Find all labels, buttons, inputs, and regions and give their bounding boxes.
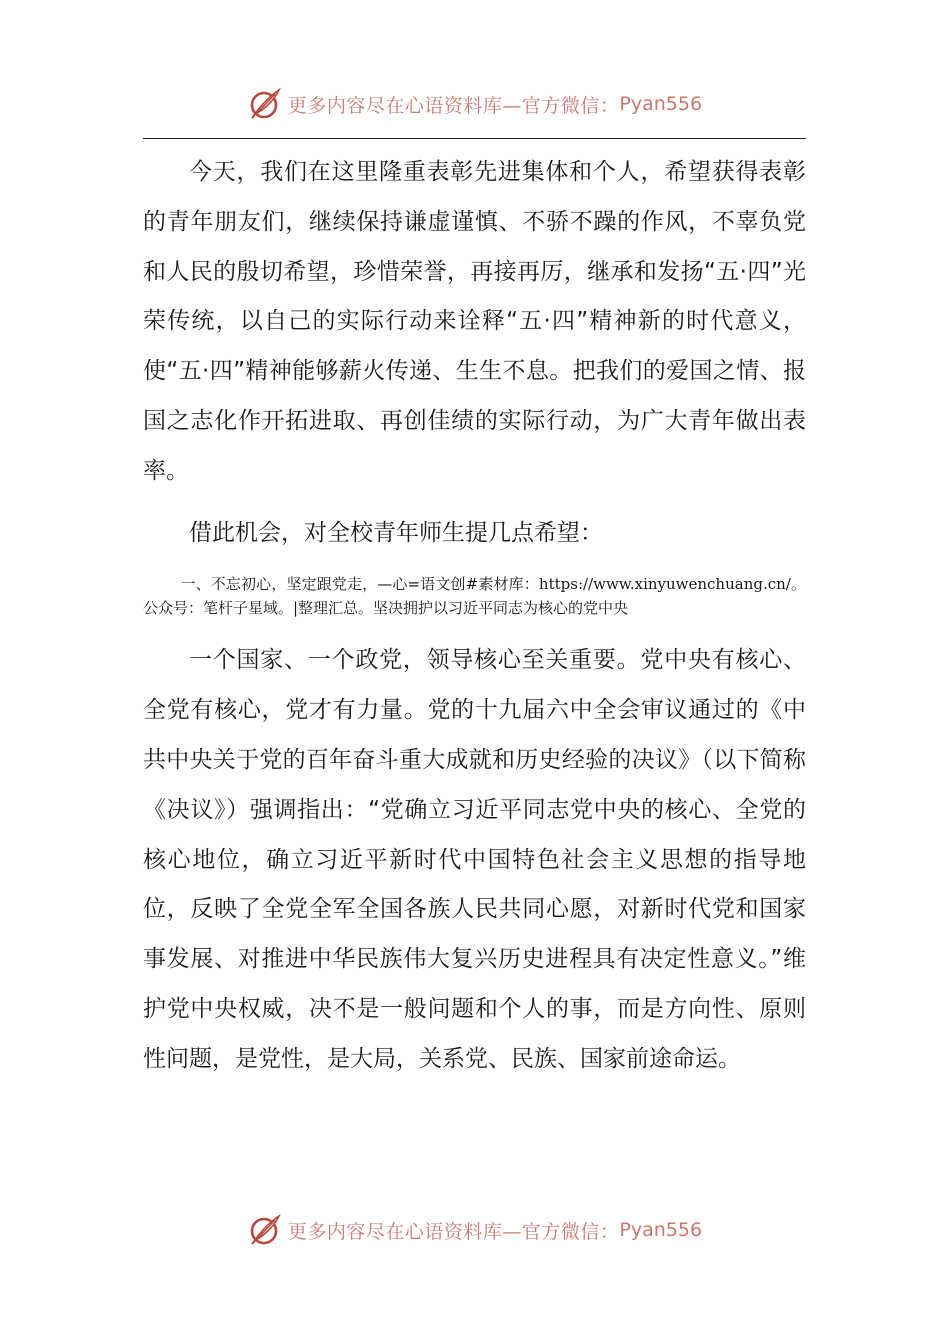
paragraph-commendation: 今天，我们在这里隆重表彰先进集体和个人，希望获得表彰的青年朋友们，继续保持谦虚谨慎、不骄不躁的作风，不辜负党和人民的殷切希望，珍惜荣誉，再接再厉，继承和发扬“五·四”光荣传统，以自己的实际行动来诠释“五·四”精神新的时代意义，使“五·四”精神能够薪火传递、生生不息。把我们的爱国之情、报国之志化作开拓进取、再创佳绩的实际行动，为广大青年做出表率。: [143, 159, 806, 484]
section-heading-1: [143, 572, 806, 620]
quill-pen-logo-icon: [248, 87, 282, 121]
header-slogan: 更多内容尽在心语资料库—官方微信：: [287, 94, 620, 117]
section-heading-1-suffix: 。公众号：笔杆子星域。|整理汇总。坚决拥护以习近平同志为核心的党中央: [143, 575, 806, 618]
footer-slogan: 更多内容尽在心语资料库—官方微信：: [287, 1220, 620, 1243]
quill-pen-logo-icon: [248, 1213, 282, 1247]
footer-wechat-id: Pyan556: [619, 1219, 703, 1241]
section-heading-1-prefix: 一、不忘初心，坚定跟党走，—心=语文创#素材库：: [180, 575, 539, 594]
section-heading-1-url: https://www.xinyuwenchuang.cn/: [538, 575, 791, 594]
header-wechat-id: Pyan556: [619, 93, 703, 115]
header-banner: [0, 84, 950, 124]
header-divider: [143, 138, 806, 139]
paragraph-hopes-intro: 借此机会，对全校青年师生提几点希望：: [189, 519, 603, 546]
document-body: [143, 148, 806, 1085]
paragraph-leadership-core: 一个国家、一个政党，领导核心至关重要。党中央有核心、全党有核心，党才有力量。党的十九届六中全会审议通过的《中共中央关于党的百年奋斗重大成就和历史经验的决议》（以下简称《决议》）强调指出：“党确立习近平同志党中央的核心、全党的核心地位，确立习近平新时代中国特色社会主义思想的指导地位，反映了全党全军全国各族人民共同心愿，对新时代党和国家事发展、对推进中华民族伟大复兴历史进程具有决定性意义。”维护党中央权威，决不是一般问题和个人的事，而是方向性、原则性问题，是党性，是大局，关系党、民族、国家前途命运。: [143, 647, 806, 1072]
footer-banner: [0, 1210, 950, 1250]
